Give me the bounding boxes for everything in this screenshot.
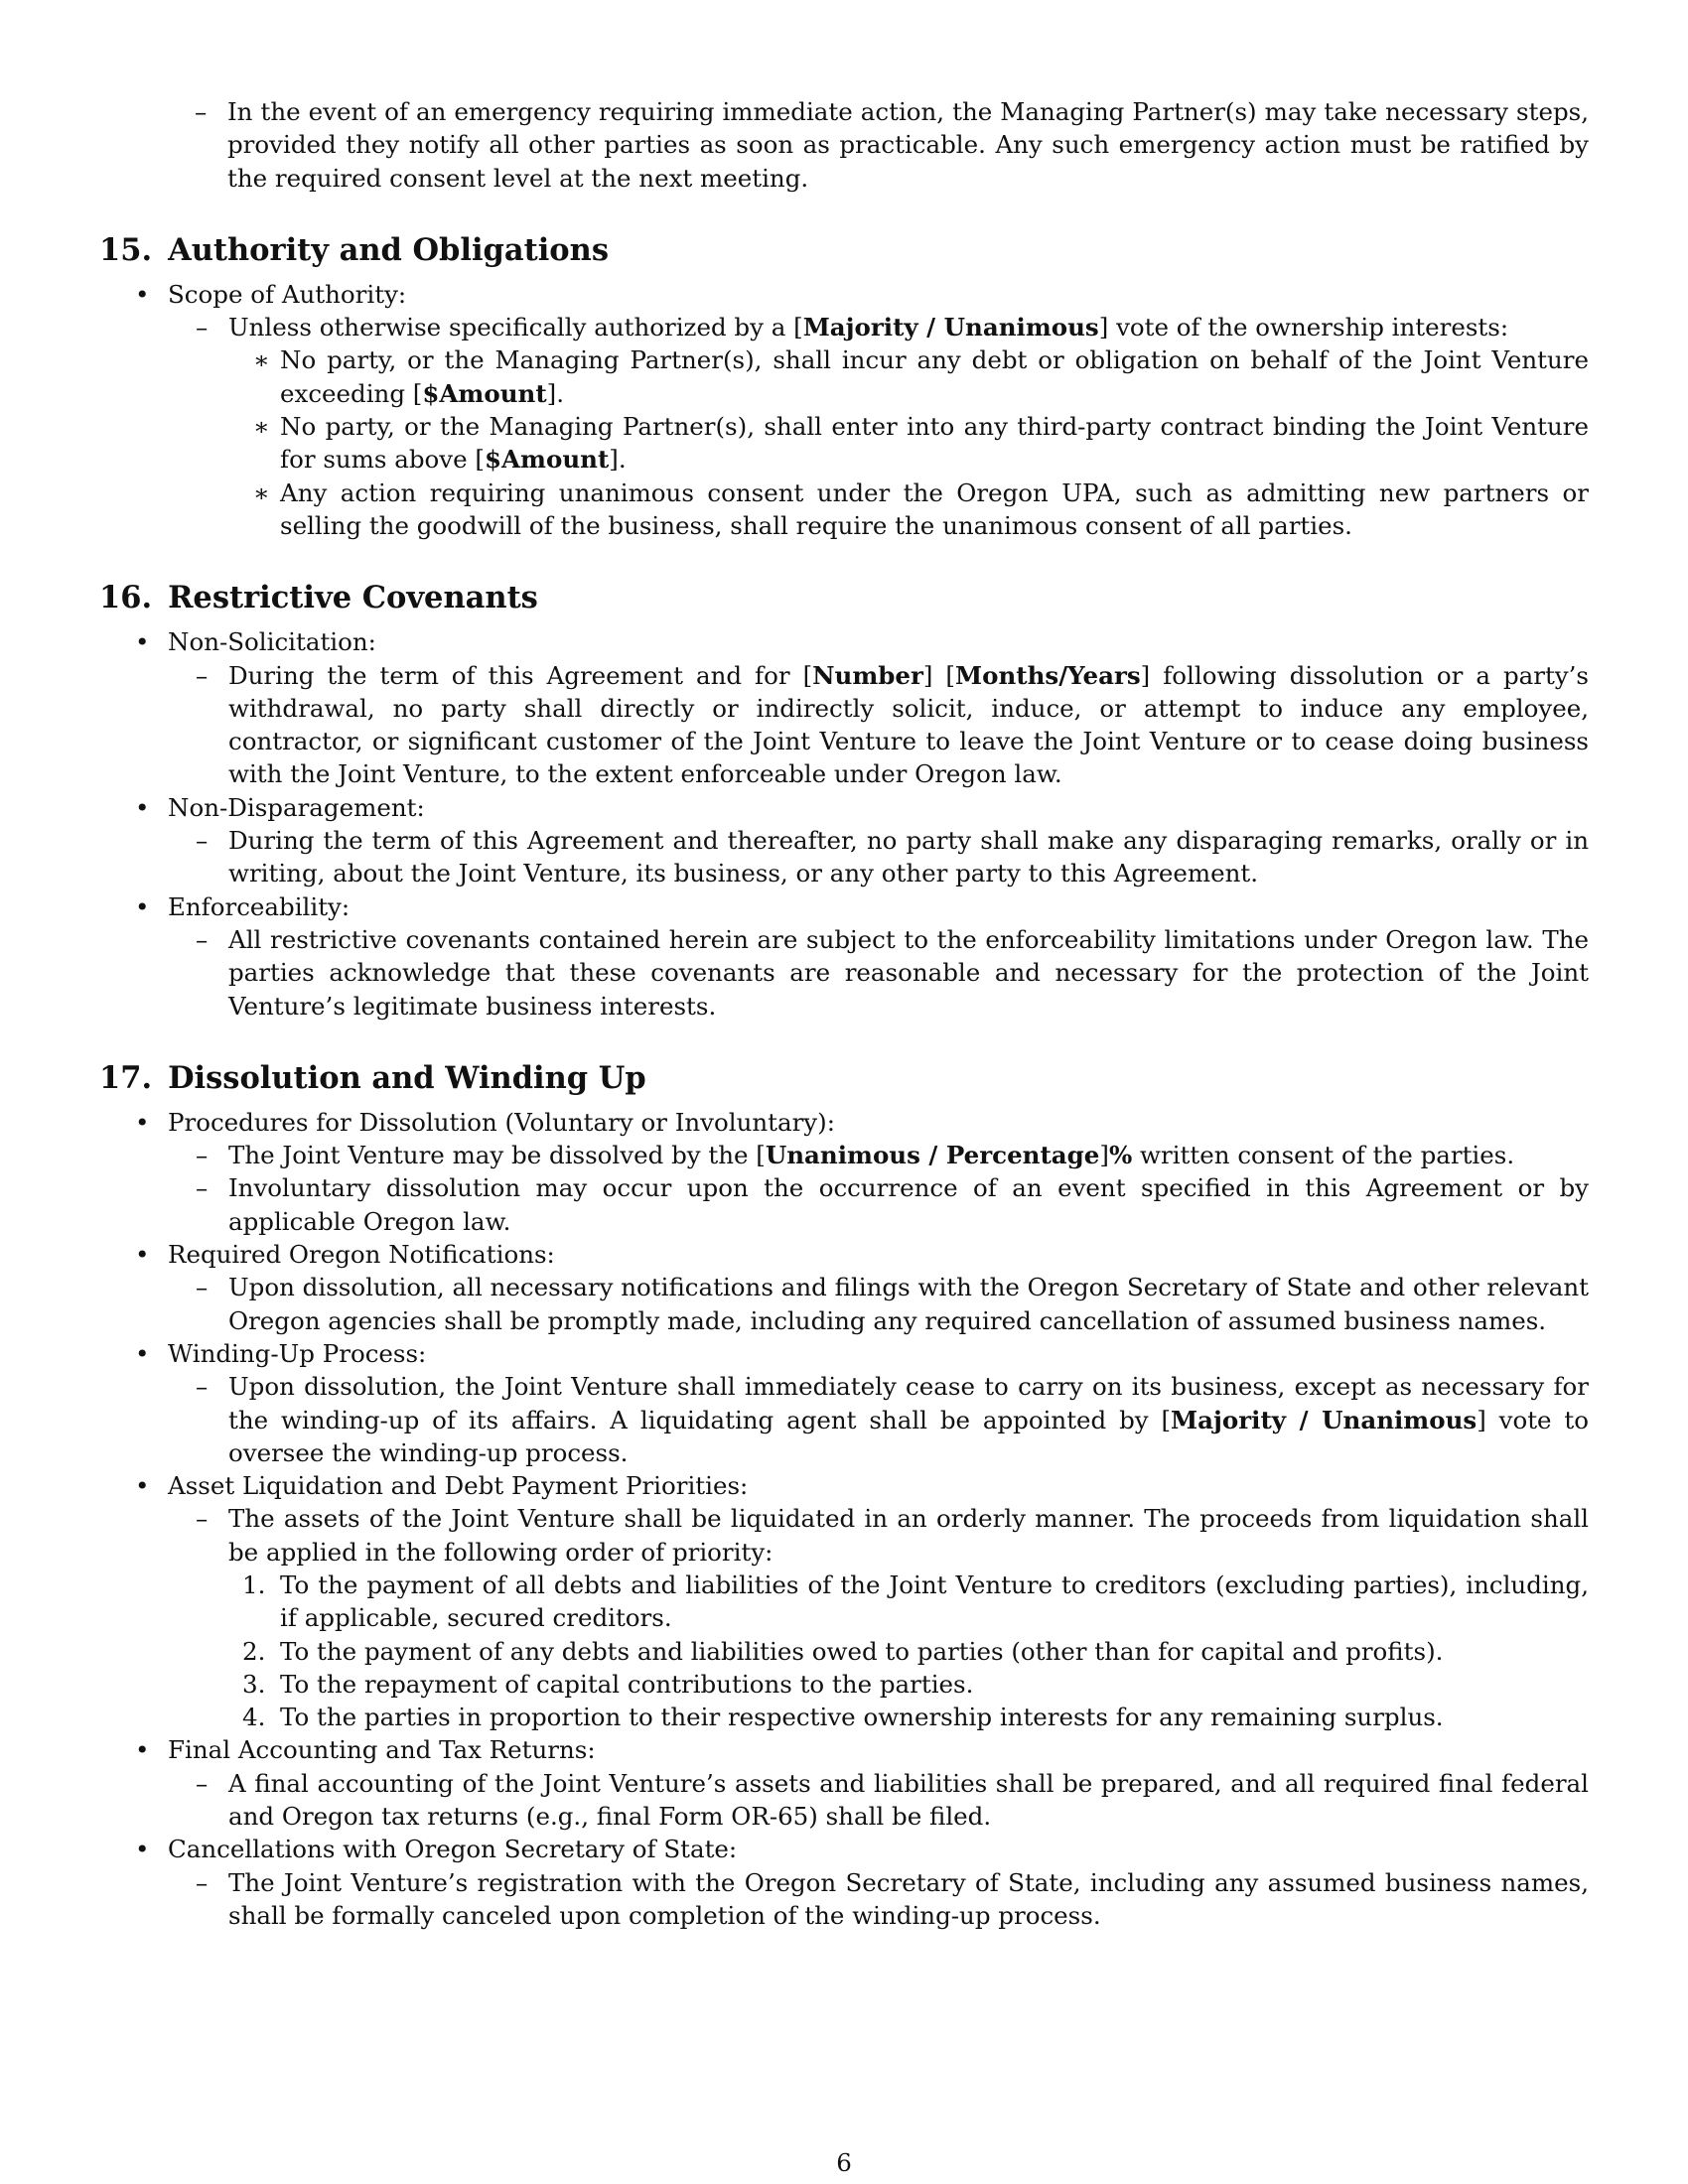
text-run: All restrictive covenants contained herein are subject to the enforceability limitations under Oregon law. The parties acknowledge that these covenants are reasonable and necessary for the protection of the Joint Venture’s legitimate business interests. — [228, 924, 1589, 1021]
text-run: During the term of this Agreement and thereafter, no party shall make any disparaging remarks, orally or in writing, about the Joint Venture, its business, or any other party to this Agreement. — [228, 826, 1589, 888]
dash-marker: – — [196, 1504, 209, 1534]
list-item — [168, 311, 1589, 542]
item-label: Final Accounting and Tax Returns: — [168, 1735, 596, 1765]
text-run: written consent of the parties. — [1132, 1141, 1515, 1170]
dash-marker: – — [196, 1273, 209, 1302]
section-title: Dissolution and Winding Up — [168, 1059, 646, 1096]
list-item — [168, 1271, 1589, 1337]
text-run: During the term of this Agreement and for [ — [228, 660, 813, 690]
placeholder-text: Number — [812, 660, 923, 690]
text-run: To the parties in proportion to their respective ownership interests for any remaining surplus. — [280, 1703, 1444, 1732]
text-run: ] following dissolution or a party’s withdrawal, no party shall directly or indirectly solicit, induce, or attempt to induce any employee, contractor, or significant customer of the Joint Venture to leave the Joint Venture or to cease doing business with the Joint Venture, to the extent enforceable under Oregon law. — [228, 660, 1589, 789]
dash-marker: – — [196, 1768, 209, 1798]
dash-marker: – — [196, 1173, 209, 1203]
number-marker: 2. — [242, 1636, 266, 1666]
dash-marker: – — [195, 97, 208, 126]
list-item — [99, 278, 1589, 542]
placeholder-text: $Amount — [422, 378, 547, 408]
list-item — [168, 923, 1589, 1023]
text-run: Any action requiring unanimous consent under the Oregon UPA, such as admitting new partners or selling the goodwill of the business, shall require the unanimous consent of all parties. — [280, 478, 1589, 540]
list-item — [168, 1767, 1589, 1834]
section-17-list — [99, 1106, 1589, 1932]
bullet-marker: • — [135, 1735, 150, 1765]
sublist — [168, 1767, 1589, 1834]
text-run: To the repayment of capital contributions to the parties. — [280, 1669, 974, 1699]
section-15-list — [99, 278, 1589, 542]
dash-marker: – — [196, 1867, 209, 1897]
list-item — [168, 824, 1589, 890]
dash-marker: – — [196, 1372, 209, 1402]
text-run: The assets of the Joint Venture shall be liquidated in an orderly manner. The proceeds from liquidation shall be applied in the following order of priority: — [228, 1504, 1589, 1567]
list-item — [228, 343, 1589, 410]
list-item — [99, 1238, 1589, 1337]
item-label: Enforceability: — [168, 891, 351, 921]
placeholder-text: Majority / Unanimous — [802, 313, 1099, 342]
list-item — [168, 1866, 1589, 1933]
text-run: The Joint Venture may be dissolved by the [ — [228, 1141, 766, 1170]
document-page — [99, 95, 1589, 1932]
item-label: Non-Disparagement: — [168, 792, 425, 822]
bullet-marker: • — [135, 891, 150, 921]
intro-text: In the event of an emergency requiring immediate action, the Managing Partner(s) may take necessary steps, provided they notify all other parties as soon as practicable. Any such emergency action must be ratified by the required consent level at the next meeting. — [227, 97, 1589, 193]
list-item — [99, 791, 1589, 890]
item-label: Asset Liquidation and Debt Payment Priorities: — [168, 1471, 749, 1501]
text-run: To the payment of any debts and liabilities owed to parties (other than for capital and profits). — [280, 1636, 1444, 1666]
list-item — [228, 1635, 1589, 1668]
list-item — [228, 1569, 1589, 1635]
text-run: ]. — [546, 378, 564, 408]
text-run: ] vote to oversee the winding-up process. — [228, 1405, 1589, 1467]
placeholder-text: $Amount — [485, 445, 610, 475]
dash-marker: – — [196, 1141, 209, 1170]
text-run: The Joint Venture’s registration with the Oregon Secretary of State, including any assumed business names, shall be formally canceled upon completion of the winding-up process. — [228, 1867, 1589, 1930]
section-16-heading — [99, 578, 1589, 617]
text-run: No party, or the Managing Partner(s), shall enter into any third-party contract binding the Joint Venture for sums above [ — [280, 412, 1589, 475]
text-run: Involuntary dissolution may occur upon the occurrence of an event specified in this Agreement or by applicable Oregon law. — [228, 1173, 1589, 1236]
bullet-marker: • — [135, 1471, 150, 1501]
section-number: 17. — [99, 1059, 153, 1096]
item-label: Required Oregon Notifications: — [168, 1240, 555, 1270]
section-17-heading — [99, 1058, 1589, 1098]
text-run: ]. — [609, 445, 627, 475]
priority-list — [228, 1569, 1589, 1733]
bullet-marker: • — [135, 1107, 150, 1137]
star-marker: ∗ — [253, 345, 270, 375]
sublist — [168, 1502, 1589, 1733]
dash-marker: – — [196, 826, 209, 856]
text-run: No party, or the Managing Partner(s), shall incur any debt or obligation on behalf of the Joint Venture exceeding [ — [280, 345, 1589, 408]
number-marker: 1. — [242, 1570, 266, 1599]
list-item — [99, 1106, 1589, 1238]
text-run: ] vote of the ownership interests: — [1098, 313, 1509, 342]
placeholder-text: Majority / Unanimous — [1171, 1405, 1477, 1434]
list-item — [99, 95, 1589, 195]
sublist — [168, 923, 1589, 1023]
item-label: Procedures for Dissolution (Voluntary or Involuntary): — [168, 1107, 835, 1137]
star-marker: ∗ — [253, 412, 270, 442]
bullet-marker: • — [135, 627, 150, 657]
text-run: Upon dissolution, all necessary notifications and filings with the Oregon Secretary of State and other relevant Oregon agencies shall be promptly made, including any required cancellation of assumed business names. — [228, 1273, 1589, 1335]
list-item — [228, 1701, 1589, 1733]
item-label: Scope of Authority: — [168, 279, 407, 309]
list-item — [99, 890, 1589, 1023]
placeholder-text: Unanimous / Percentage — [765, 1141, 1100, 1170]
percent-sign: % — [1108, 1141, 1133, 1170]
sublist — [228, 343, 1589, 542]
list-item — [99, 1337, 1589, 1469]
bullet-marker: • — [135, 1338, 150, 1368]
bullet-marker: • — [135, 792, 150, 822]
bullet-marker: • — [135, 279, 150, 309]
section-title: Authority and Obligations — [168, 231, 609, 268]
text-run: Unless otherwise specifically authorized by a [ — [228, 313, 803, 342]
list-item — [168, 1502, 1589, 1733]
item-label: Cancellations with Oregon Secretary of State: — [168, 1835, 738, 1864]
list-item — [99, 625, 1589, 790]
star-marker: ∗ — [253, 478, 270, 507]
dash-marker: – — [196, 924, 209, 954]
text-run: ] — [1099, 1141, 1109, 1170]
list-item — [168, 1139, 1589, 1171]
sublist — [168, 659, 1589, 791]
text-run: A final accounting of the Joint Venture’s assets and liabilities shall be prepared, and all required final federal and Oregon tax returns (e.g., final Form OR-65) shall be filed. — [228, 1768, 1589, 1832]
sublist — [168, 1866, 1589, 1933]
bullet-marker: • — [135, 1835, 150, 1864]
list-item — [99, 1469, 1589, 1733]
list-item — [168, 659, 1589, 791]
list-item — [228, 410, 1589, 477]
section-number: 15. — [99, 231, 153, 268]
list-item — [228, 1668, 1589, 1701]
section-16-list — [99, 625, 1589, 1023]
section-15-heading — [99, 230, 1589, 270]
bullet-marker: • — [135, 1240, 150, 1270]
page-number: 6 — [836, 2148, 852, 2177]
dash-marker: – — [196, 660, 209, 690]
sublist — [168, 824, 1589, 890]
list-item — [168, 1370, 1589, 1469]
number-marker: 4. — [242, 1703, 266, 1732]
list-item — [168, 1171, 1589, 1238]
item-label: Winding-Up Process: — [168, 1338, 427, 1368]
placeholder-text: Months/Years — [955, 660, 1141, 690]
sublist — [168, 1139, 1589, 1238]
text-run: To the payment of all debts and liabilities of the Joint Venture to creditors (excluding parties), including, if applicable, secured creditors. — [280, 1570, 1589, 1633]
list-item — [99, 1833, 1589, 1932]
text-run: ] [ — [922, 660, 955, 690]
section-number: 16. — [99, 580, 153, 616]
list-item — [99, 1733, 1589, 1833]
dash-marker: – — [196, 313, 209, 342]
section-title: Restrictive Covenants — [168, 580, 538, 616]
sublist — [168, 1370, 1589, 1469]
sublist — [168, 311, 1589, 542]
sublist — [168, 1271, 1589, 1337]
text-run: Upon dissolution, the Joint Venture shall immediately cease to carry on its business, except as necessary for the winding-up of its affairs. A liquidating agent shall be appointed by [ — [228, 1372, 1589, 1434]
intro-list — [99, 95, 1589, 195]
number-marker: 3. — [242, 1669, 266, 1699]
list-item — [228, 477, 1589, 543]
item-label: Non-Solicitation: — [168, 627, 376, 657]
